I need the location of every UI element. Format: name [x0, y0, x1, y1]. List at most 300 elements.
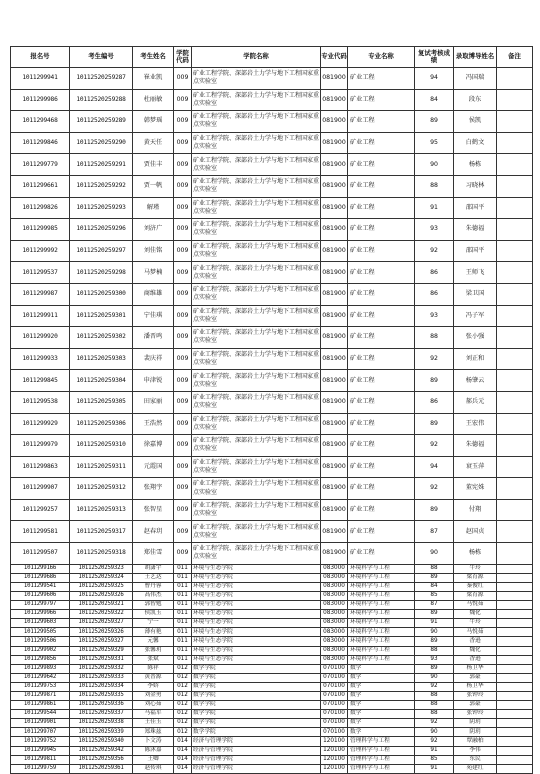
cell-school-name: 矿业工程学院、深部岩土力学与地下工程国家重点实验室	[192, 132, 321, 154]
cell-candidate-no: 10112520259298	[70, 262, 133, 284]
cell-school-name: 数学学院	[192, 719, 321, 728]
cell-notes	[497, 370, 533, 392]
cell-major-code: 081900	[321, 262, 348, 284]
cell-score: 86	[415, 283, 454, 305]
cell-notes	[497, 564, 533, 573]
cell-candidate-no: 10112520259293	[70, 197, 133, 219]
cell-exam-no: 1011299505	[11, 628, 70, 637]
cell-mentor: 牛玲	[454, 619, 497, 628]
cell-candidate-no: 10112520259297	[70, 240, 133, 262]
cell-notes	[497, 646, 533, 655]
cell-name: 侯凯玉	[133, 610, 174, 619]
cell-candidate-no: 10112520259331	[70, 655, 133, 664]
cell-major-code: 081900	[321, 111, 348, 133]
cell-major-name: 环境科学与工程	[348, 573, 415, 582]
cell-mentor: 阴玥	[454, 719, 497, 728]
cell-exam-no: 1011299468	[11, 111, 70, 133]
table-row	[11, 728, 533, 737]
cell-notes	[497, 521, 533, 543]
cell-candidate-no: 10112520259300	[70, 283, 133, 305]
cell-exam-no: 1011299893	[11, 664, 70, 673]
cell-mentor: 郝兵元	[454, 391, 497, 413]
cell-exam-no: 1011299920	[11, 327, 70, 349]
cell-school-name: 矿业工程学院、深部岩土力学与地下工程国家重点实验室	[192, 435, 321, 457]
cell-school-code: 009	[174, 262, 192, 284]
cell-exam-no: 1011299907	[11, 478, 70, 500]
table-row	[11, 737, 533, 746]
cell-name: 高伟杰	[133, 591, 174, 600]
cell-candidate-no: 10112520259329	[70, 646, 133, 655]
cell-score: 90	[415, 543, 454, 565]
cell-notes	[497, 68, 533, 90]
cell-candidate-no: 10112520259326	[70, 591, 133, 600]
table-row	[11, 111, 533, 133]
cell-exam-no: 1011299538	[11, 391, 70, 413]
cell-notes	[497, 619, 533, 628]
cell-exam-no: 1011299979	[11, 435, 70, 457]
cell-candidate-no: 10112520259325	[70, 582, 133, 591]
header-major-code: 专业代码	[321, 47, 348, 68]
cell-notes	[497, 637, 533, 646]
table-row	[11, 646, 533, 655]
cell-notes	[497, 456, 533, 478]
cell-school-code: 014	[174, 737, 192, 746]
cell-major-name: 环境科学与工程	[348, 582, 415, 591]
cell-school-name: 环境与生态学院	[192, 637, 321, 646]
cell-school-code: 009	[174, 283, 192, 305]
table-row	[11, 591, 533, 600]
cell-mentor: 郭豪	[454, 673, 497, 682]
cell-major-name: 矿业工程	[348, 175, 415, 197]
cell-notes	[497, 435, 533, 457]
cell-school-code: 014	[174, 764, 192, 773]
cell-major-name: 数学	[348, 664, 415, 673]
cell-score: 87	[415, 601, 454, 610]
cell-candidate-no: 10112520259290	[70, 132, 133, 154]
cell-notes	[497, 89, 533, 111]
cell-name: 张智星	[133, 499, 174, 521]
cell-score: 89	[415, 413, 454, 435]
cell-notes	[497, 573, 533, 582]
cell-mentor: 王宏伟	[454, 413, 497, 435]
cell-major-code: 081900	[321, 68, 348, 90]
cell-name: 裴庆祥	[133, 348, 174, 370]
cell-major-name: 矿业工程	[348, 413, 415, 435]
cell-candidate-no: 10112520259317	[70, 521, 133, 543]
cell-school-name: 环境与生态学院	[192, 628, 321, 637]
cell-school-code: 009	[174, 197, 192, 219]
table-row	[11, 456, 533, 478]
cell-major-name: 数学	[348, 682, 415, 691]
cell-exam-no: 1011299811	[11, 755, 70, 764]
cell-major-code: 083000	[321, 573, 348, 582]
table-row	[11, 478, 533, 500]
cell-notes	[497, 327, 533, 349]
cell-major-name: 矿业工程	[348, 111, 415, 133]
cell-mentor: 董宪姝	[454, 478, 497, 500]
cell-candidate-no: 10112520259312	[70, 478, 133, 500]
cell-score: 89	[415, 573, 454, 582]
cell-school-code: 009	[174, 435, 192, 457]
cell-school-name: 数学学院	[192, 701, 321, 710]
table-row	[11, 499, 533, 521]
table-row	[11, 348, 533, 370]
cell-name: 杜丽敏	[133, 89, 174, 111]
cell-school-name: 矿业工程学院、深部岩土力学与地下工程国家重点实验室	[192, 499, 321, 521]
cell-school-code: 009	[174, 111, 192, 133]
table-row	[11, 601, 533, 610]
cell-name: 商维雄	[133, 283, 174, 305]
cell-name: 张斌	[133, 655, 174, 664]
cell-major-name: 矿业工程	[348, 283, 415, 305]
cell-school-name: 矿业工程学院、深部岩土力学与地下工程国家重点实验室	[192, 413, 321, 435]
cell-notes	[497, 348, 533, 370]
cell-school-name: 数学学院	[192, 682, 321, 691]
cell-mentor: 冯国瑞	[454, 68, 497, 90]
cell-score: 88	[415, 175, 454, 197]
table-row	[11, 637, 533, 646]
cell-exam-no: 1011299911	[11, 305, 70, 327]
cell-score: 89	[415, 370, 454, 392]
table-row	[11, 628, 533, 637]
table-row	[11, 564, 533, 573]
cell-major-name: 矿业工程	[348, 370, 415, 392]
cell-school-name: 矿业工程学院、深部岩土力学与地下工程国家重点实验室	[192, 89, 321, 111]
cell-notes	[497, 582, 533, 591]
table-row	[11, 391, 533, 413]
cell-name: 郭智勉	[133, 601, 174, 610]
cell-name: 张馨玥	[133, 646, 174, 655]
cell-mentor: 杨卫华	[454, 682, 497, 691]
cell-school-name: 环境与生态学院	[192, 564, 321, 573]
cell-score: 92	[415, 682, 454, 691]
cell-major-code: 083000	[321, 610, 348, 619]
table-row	[11, 710, 533, 719]
cell-school-name: 矿业工程学院、深部岩土力学与地下工程国家重点实验室	[192, 175, 321, 197]
cell-major-code: 070100	[321, 710, 348, 719]
cell-name: 韩梦瑶	[133, 111, 174, 133]
cell-school-code: 012	[174, 728, 192, 737]
cell-mentor: 张小强	[454, 327, 497, 349]
cell-notes	[497, 499, 533, 521]
cell-exam-no: 1011299581	[11, 521, 70, 543]
cell-major-name: 管理科学与工程	[348, 746, 415, 755]
cell-major-name: 环境科学与工程	[348, 610, 415, 619]
cell-name: 张翔宇	[133, 478, 174, 500]
cell-mentor: 付翔	[454, 499, 497, 521]
cell-name: 李娇	[133, 682, 174, 691]
table-body	[11, 68, 533, 774]
cell-notes	[497, 610, 533, 619]
cell-score: 92	[415, 478, 454, 500]
cell-major-code: 070100	[321, 691, 348, 700]
cell-score: 88	[415, 327, 454, 349]
cell-notes	[497, 728, 533, 737]
cell-notes	[497, 710, 533, 719]
cell-candidate-no: 10112520259302	[70, 327, 133, 349]
table-header-row	[11, 47, 533, 68]
cell-major-code: 081900	[321, 175, 348, 197]
cell-score: 90	[415, 154, 454, 176]
cell-notes	[497, 601, 533, 610]
cell-mentor: 马悦茹	[454, 601, 497, 610]
cell-school-name: 矿业工程学院、深部岩土力学与地下工程国家重点实验室	[192, 68, 321, 90]
cell-exam-no: 1011299541	[11, 582, 70, 591]
cell-school-code: 009	[174, 327, 192, 349]
cell-school-name: 环境与生态学院	[192, 655, 321, 664]
cell-exam-no: 1011299257	[11, 499, 70, 521]
table-row	[11, 543, 533, 565]
cell-school-code: 012	[174, 691, 192, 700]
header-school-name: 学院名称	[192, 47, 321, 68]
cell-major-name: 矿业工程	[348, 89, 415, 111]
cell-school-name: 环境与生态学院	[192, 610, 321, 619]
header-exam-no: 报名号	[11, 47, 70, 68]
cell-candidate-no: 10112520259303	[70, 348, 133, 370]
cell-name: 贾佳丰	[133, 154, 174, 176]
cell-candidate-no: 10112520259334	[70, 682, 133, 691]
cell-major-code: 120100	[321, 755, 348, 764]
cell-exam-no: 1011299987	[11, 283, 70, 305]
table-row	[11, 219, 533, 241]
cell-name: 王浩然	[133, 413, 174, 435]
cell-school-code: 014	[174, 746, 192, 755]
cell-school-code: 009	[174, 305, 192, 327]
header-school-code: 学院代码	[174, 47, 192, 68]
cell-school-code: 011	[174, 573, 192, 582]
cell-notes	[497, 764, 533, 773]
cell-mentor: 香逊	[454, 637, 497, 646]
cell-major-code: 083000	[321, 619, 348, 628]
header-mentor: 录取博导姓名	[454, 47, 497, 68]
cell-name: 解瑾	[133, 197, 174, 219]
cell-exam-no: 1011299826	[11, 197, 70, 219]
cell-notes	[497, 478, 533, 500]
cell-major-name: 矿业工程	[348, 68, 415, 90]
cell-school-name: 经济与管理学院	[192, 746, 321, 755]
cell-exam-no: 1011299707	[11, 728, 70, 737]
cell-major-name: 矿业工程	[348, 305, 415, 327]
cell-score: 94	[415, 68, 454, 90]
cell-notes	[497, 628, 533, 637]
header-score: 复试考核成绩	[415, 47, 454, 68]
table-row	[11, 691, 533, 700]
table-row	[11, 610, 533, 619]
cell-candidate-no: 10112520259287	[70, 68, 133, 90]
table-row	[11, 755, 533, 764]
cell-major-code: 081900	[321, 521, 348, 543]
cell-score: 86	[415, 262, 454, 284]
cell-notes	[497, 219, 533, 241]
cell-score: 90	[415, 728, 454, 737]
cell-major-code: 081900	[321, 478, 348, 500]
cell-candidate-no: 10112520259321	[70, 601, 133, 610]
cell-school-code: 012	[174, 673, 192, 682]
cell-major-code: 081900	[321, 197, 348, 219]
cell-mentor: 魏化	[454, 610, 497, 619]
cell-mentor: 邵国平	[454, 197, 497, 219]
cell-score: 85	[415, 755, 454, 764]
table-row	[11, 154, 533, 176]
cell-candidate-no: 10112520259291	[70, 154, 133, 176]
cell-name: 刘金勇	[133, 691, 174, 700]
cell-notes	[497, 755, 533, 764]
cell-candidate-no: 10112520259323	[70, 564, 133, 573]
cell-major-name: 矿业工程	[348, 435, 415, 457]
cell-school-code: 012	[174, 710, 192, 719]
cell-mentor: 梁卫国	[454, 283, 497, 305]
cell-school-name: 矿业工程学院、深部岩土力学与地下工程国家重点实验室	[192, 240, 321, 262]
header-major-name: 专业名称	[348, 47, 415, 68]
cell-major-code: 081900	[321, 435, 348, 457]
cell-school-code: 009	[174, 348, 192, 370]
cell-major-name: 环境科学与工程	[348, 591, 415, 600]
cell-name: 陈沐嘉	[133, 746, 174, 755]
cell-mentor: 朱德福	[454, 219, 497, 241]
cell-school-name: 矿业工程学院、深部岩土力学与地下工程国家重点实验室	[192, 197, 321, 219]
cell-mentor: 东民	[454, 755, 497, 764]
cell-score: 89	[415, 610, 454, 619]
table-row	[11, 327, 533, 349]
cell-notes	[497, 655, 533, 664]
cell-school-name: 环境与生态学院	[192, 619, 321, 628]
cell-major-name: 矿业工程	[348, 154, 415, 176]
cell-school-name: 矿业工程学院、深部岩土力学与地下工程国家重点实验室	[192, 370, 321, 392]
cell-school-code: 011	[174, 655, 192, 664]
cell-major-code: 083000	[321, 628, 348, 637]
cell-major-name: 矿业工程	[348, 478, 415, 500]
table-row	[11, 719, 533, 728]
cell-mentor: 王师飞	[454, 262, 497, 284]
cell-major-name: 矿业工程	[348, 132, 415, 154]
cell-notes	[497, 391, 533, 413]
cell-school-name: 经济与管理学院	[192, 755, 321, 764]
cell-major-name: 矿业工程	[348, 240, 415, 262]
cell-school-code: 014	[174, 755, 192, 764]
cell-notes	[497, 197, 533, 219]
cell-score: 89	[415, 637, 454, 646]
cell-school-name: 环境与生态学院	[192, 646, 321, 655]
cell-school-code: 009	[174, 543, 192, 565]
cell-major-code: 081900	[321, 499, 348, 521]
table-row	[11, 240, 533, 262]
cell-exam-no: 1011299507	[11, 543, 70, 565]
cell-name: 宁佳琪	[133, 305, 174, 327]
cell-notes	[497, 240, 533, 262]
cell-school-name: 数学学院	[192, 664, 321, 673]
cell-major-code: 120100	[321, 737, 348, 746]
cell-score: 92	[415, 435, 454, 457]
admission-list-sheet	[10, 46, 532, 774]
cell-name: 赵传琪	[133, 764, 174, 773]
cell-candidate-no: 10112520259304	[70, 370, 133, 392]
cell-mentor: 魏化	[454, 646, 497, 655]
cell-school-code: 009	[174, 219, 192, 241]
cell-notes	[497, 673, 533, 682]
cell-candidate-no: 10112520259327	[70, 619, 133, 628]
cell-notes	[497, 132, 533, 154]
cell-major-name: 矿业工程	[348, 391, 415, 413]
cell-score: 88	[415, 710, 454, 719]
cell-notes	[497, 111, 533, 133]
cell-mentor: 段东	[454, 89, 497, 111]
cell-exam-no: 1011299797	[11, 601, 70, 610]
cell-major-name: 矿业工程	[348, 499, 415, 521]
cell-exam-no: 1011299992	[11, 240, 70, 262]
cell-major-name: 管理科学与工程	[348, 737, 415, 746]
cell-major-code: 081900	[321, 154, 348, 176]
cell-school-code: 009	[174, 499, 192, 521]
cell-name: 陈祥	[133, 664, 174, 673]
cell-exam-no: 1011299966	[11, 610, 70, 619]
cell-major-name: 矿业工程	[348, 521, 415, 543]
cell-major-name: 矿业工程	[348, 262, 415, 284]
cell-school-code: 009	[174, 456, 192, 478]
cell-major-code: 081900	[321, 305, 348, 327]
cell-notes	[497, 591, 533, 600]
cell-notes	[497, 305, 533, 327]
cell-score: 91	[415, 619, 454, 628]
cell-major-name: 管理科学与工程	[348, 764, 415, 773]
table-row	[11, 370, 533, 392]
cell-school-code: 009	[174, 154, 192, 176]
cell-mentor: 覃融柏	[454, 737, 497, 746]
table-row	[11, 582, 533, 591]
cell-school-code: 011	[174, 646, 192, 655]
cell-score: 86	[415, 391, 454, 413]
cell-score: 88	[415, 701, 454, 710]
cell-school-name: 数学学院	[192, 691, 321, 700]
cell-school-name: 经济与管理学院	[192, 764, 321, 773]
cell-name: 王佳玉	[133, 719, 174, 728]
cell-candidate-no: 10112520259342	[70, 746, 133, 755]
cell-exam-no: 1011299606	[11, 591, 70, 600]
cell-school-name: 矿业工程学院、深部岩土力学与地下工程国家重点实验室	[192, 348, 321, 370]
cell-major-name: 环境科学与工程	[348, 646, 415, 655]
cell-major-code: 081900	[321, 370, 348, 392]
cell-name: 宁一	[133, 619, 174, 628]
cell-name: 元霞国	[133, 456, 174, 478]
cell-candidate-no: 10112520259337	[70, 710, 133, 719]
cell-candidate-no: 10112520259332	[70, 664, 133, 673]
cell-candidate-no: 10112520259318	[70, 543, 133, 565]
cell-name: 刘佳铭	[133, 240, 174, 262]
cell-mentor: 邵国平	[454, 240, 497, 262]
cell-candidate-no: 10112520259361	[70, 764, 133, 773]
header-name: 考生姓名	[133, 47, 174, 68]
cell-notes	[497, 175, 533, 197]
cell-major-name: 环境科学与工程	[348, 637, 415, 646]
table-row	[11, 305, 533, 327]
cell-score: 93	[415, 219, 454, 241]
table-row	[11, 68, 533, 90]
cell-major-code: 083000	[321, 582, 348, 591]
cell-notes	[497, 262, 533, 284]
cell-name: 刘济广	[133, 219, 174, 241]
cell-exam-no: 1011299871	[11, 691, 70, 700]
cell-mentor: 张钟玲	[454, 710, 497, 719]
cell-name: 赵春玥	[133, 521, 174, 543]
cell-score: 89	[415, 111, 454, 133]
admission-table	[10, 46, 533, 774]
cell-school-name: 经济与管理学院	[192, 737, 321, 746]
header-candidate-no: 考生编号	[70, 47, 133, 68]
cell-mentor: 张钟玲	[454, 691, 497, 700]
cell-candidate-no: 10112520259305	[70, 391, 133, 413]
cell-score: 89	[415, 499, 454, 521]
cell-mentor: 白鹤文	[454, 132, 497, 154]
table-row	[11, 673, 533, 682]
